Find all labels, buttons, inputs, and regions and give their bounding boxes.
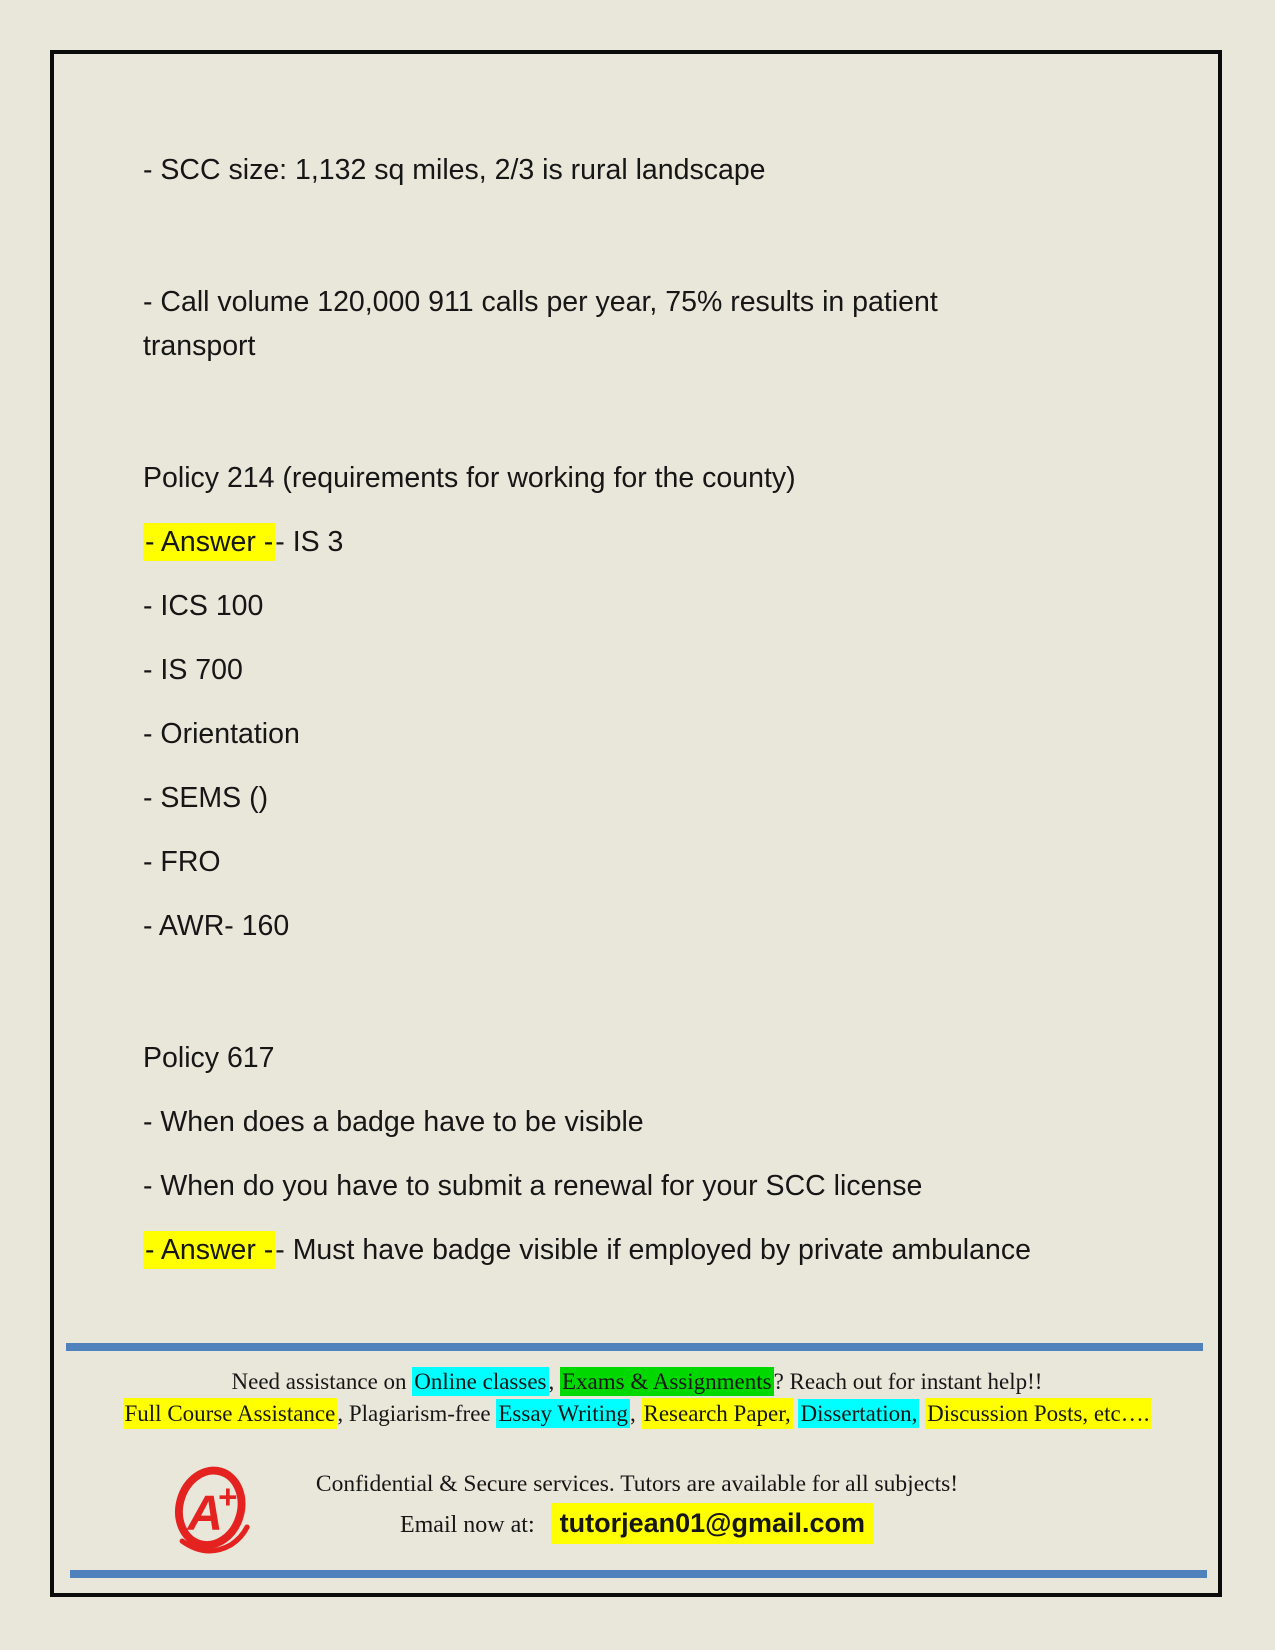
ad-line-2: [54, 1399, 1220, 1429]
policy-214-heading: Policy 214 (requirements for working for the county): [143, 462, 796, 494]
note-line-requirement: - FRO: [143, 846, 221, 878]
ad-line-1: [54, 1367, 1220, 1397]
ad-text: ,: [630, 1401, 642, 1426]
answer-highlight: - Answer -: [143, 523, 275, 561]
highlight-essay-writing: Essay Writing: [498, 1401, 628, 1426]
note-line-requirement: - AWR- 160: [143, 910, 290, 942]
email-line: [54, 1503, 1220, 1545]
top-divider-line: [66, 1343, 1203, 1351]
ad-text: ? Reach out for instant help!!: [773, 1369, 1043, 1394]
email-label: Email now at:: [399, 1512, 541, 1538]
highlight-exams-assignments: Exams & Assignments: [562, 1369, 772, 1394]
ad-text: , Plagiarism-free: [337, 1401, 497, 1426]
email-address: tutorjean01@gmail.com: [551, 1503, 874, 1544]
policy-617-heading: Policy 617: [143, 1042, 275, 1074]
bottom-divider-line: [70, 1570, 1207, 1578]
confidential-line: Confidential & Secure services. Tutors are available for all subjects!: [315, 1471, 959, 1497]
note-line-requirement: - Orientation: [143, 718, 300, 750]
note-line-requirement: - SEMS (): [143, 782, 269, 814]
ad-text: ,: [548, 1369, 560, 1394]
highlight-research-paper: Research Paper,: [642, 1398, 793, 1429]
highlight-dissertation: Dissertation,: [800, 1401, 918, 1426]
policy-617-answer-line: [143, 1228, 1103, 1272]
notes-body: [143, 148, 1103, 1272]
answer-text: - Must have badge visible if employed by private ambulance: [275, 1234, 1031, 1266]
answer-highlight: - Answer -: [143, 1231, 275, 1269]
policy-214-answer-line: [143, 520, 1103, 564]
highlight-online-classes: Online classes: [414, 1369, 547, 1394]
note-line-question: - When do you have to submit a renewal for your SCC license: [143, 1170, 923, 1202]
note-line-scc-size: - SCC size: 1,132 sq miles, 2/3 is rural landscape: [143, 154, 766, 186]
ad-text: Need assistance on: [231, 1369, 413, 1394]
note-line-requirement: - IS 700: [143, 654, 243, 686]
logo-plus-sign: +: [218, 1478, 238, 1516]
highlight-discussion-posts: Discussion Posts, etc….: [925, 1398, 1151, 1429]
answer-text: - IS 3: [275, 526, 344, 558]
highlight-full-course: Full Course Assistance: [123, 1398, 338, 1429]
note-line-requirement: - ICS 100: [143, 590, 264, 622]
logo-letter-a: A: [187, 1486, 223, 1541]
note-line-call-volume-wrap: transport: [143, 330, 256, 362]
note-line-call-volume: - Call volume 120,000 911 calls per year, 75% results in patient: [143, 286, 938, 318]
note-line-question: - When does a badge have to be visible: [143, 1106, 644, 1138]
